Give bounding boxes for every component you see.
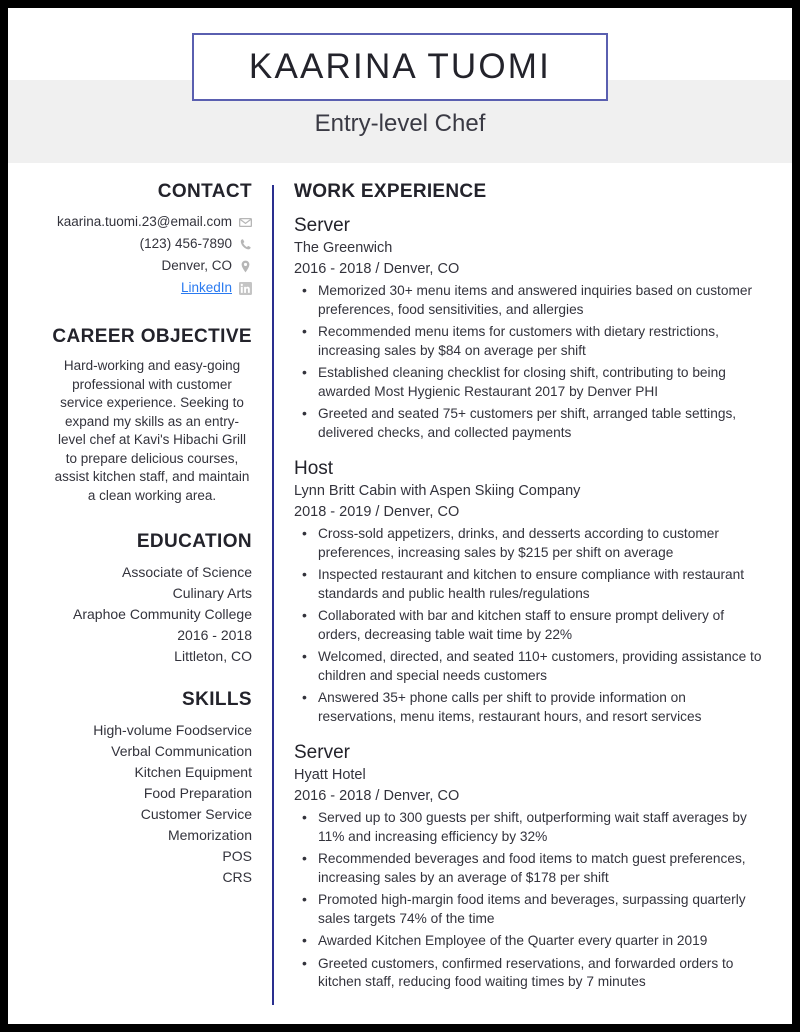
contact-item-phone — [48, 234, 252, 254]
career-objective-section — [48, 326, 252, 505]
job-bullet: • Greeted customers, confirmed reservations, and forwarded orders to kitchen staff, reducing food waiting times by 7 minutes — [296, 955, 768, 992]
job-entry — [294, 740, 768, 992]
job-dates-location: 2016 - 2018 / Denver, CO — [294, 788, 460, 804]
job-dates-location: 2016 - 2018 / Denver, CO — [294, 261, 460, 277]
job-bullet: • Served up to 300 guests per shift, outperforming wait staff averages by 11% and increasing efficiency by 32% — [296, 809, 768, 846]
main-column — [274, 181, 792, 1024]
skill-item: Verbal Communication — [111, 743, 252, 759]
job-entry — [294, 213, 768, 442]
job-bullet-list — [294, 809, 768, 992]
job-company: Hyatt Hotel — [294, 767, 366, 783]
spacer-objective-education — [48, 505, 252, 531]
skill-item: POS — [222, 848, 252, 864]
contact-phone-text: (123) 456-7890 — [139, 236, 232, 251]
career-objective-heading: CAREER OBJECTIVE — [52, 326, 252, 347]
skill-item: Memorization — [167, 827, 252, 843]
contact-item-email — [48, 212, 252, 232]
job-bullet: • Answered 35+ phone calls per shift to provide information on reservations, menu items, restaurant hours, and resort services — [296, 689, 768, 726]
education-heading: EDUCATION — [136, 531, 252, 552]
job-bullet: • Inspected restaurant and kitchen to ensure compliance with restaurant standards and public health rules/regulations — [296, 566, 768, 603]
job-bullet: • Recommended menu items for customers with dietary restrictions, increasing sales by $84 on average per shift — [296, 323, 768, 360]
job-bullet: • Recommended beverages and food items to match guest preferences, increasing sales by an average of $178 per shift — [296, 850, 768, 887]
contact-email-text: kaarina.tuomi.23@email.com — [56, 214, 232, 229]
education-line: Littleton, CO — [174, 648, 252, 664]
job-company: Lynn Britt Cabin with Aspen Skiing Company — [294, 483, 581, 499]
job-bullet-list — [294, 525, 768, 726]
resume-page — [8, 8, 792, 1024]
skill-item: CRS — [222, 869, 252, 885]
education-line: 2016 - 2018 — [177, 627, 252, 643]
education-line: Araphoe Community College — [73, 606, 252, 622]
job-bullet: • Established cleaning checklist for closing shift, contributing to being awarded Most Hygienic Restaurant 2017 by Denver PHI — [296, 364, 768, 401]
work-experience-heading: WORK EXPERIENCE — [294, 181, 487, 202]
job-bullet: • Greeted and seated 75+ customers per shift, arranged table settings, delivered checks, and collected payments — [296, 405, 768, 442]
skill-item: Customer Service — [140, 806, 252, 822]
candidate-job-title: Entry-level Chef — [314, 110, 486, 137]
skills-heading: SKILLS — [182, 689, 252, 710]
contact-location-text: Denver, CO — [161, 258, 232, 273]
skill-item: Kitchen Equipment — [134, 764, 252, 780]
contact-linkedin-link[interactable] — [181, 278, 232, 298]
contact-item-linkedin[interactable] — [48, 278, 252, 298]
contact-section — [48, 181, 252, 298]
candidate-name: KAARINA TUOMI — [248, 47, 552, 86]
job-bullet: • Promoted high-margin food items and beverages, surpassing quarterly sales targets 74% of the time — [296, 891, 768, 928]
education-section — [48, 531, 252, 667]
job-role: Host — [294, 458, 334, 479]
location-pin-icon — [239, 260, 252, 273]
career-objective-text: Hard-working and easy-going professional with customer service experience. Seeking to expand my skills as an entry-level chef at Kavi's Hibachi Grill to prepare delicious courses, assist kitchen staff, and maintain a clean working area. — [54, 358, 250, 503]
name-box — [192, 33, 608, 101]
resume-body — [8, 163, 792, 1024]
contact-item-location — [48, 256, 252, 276]
job-bullet: • Memorized 30+ menu items and answered inquiries based on customer preferences, food sensitivities, and allergies — [296, 282, 768, 319]
resume-header — [8, 8, 792, 163]
contact-heading: CONTACT — [157, 181, 252, 202]
job-bullet: • Cross-sold appetizers, drinks, and desserts according to customer preferences, increasing sales by $215 per shift on average — [296, 525, 768, 562]
envelope-icon — [239, 216, 252, 229]
linkedin-anchor[interactable]: LinkedIn — [180, 280, 232, 295]
skill-item: High-volume Foodservice — [93, 722, 252, 738]
spacer-contact-objective — [48, 300, 252, 326]
linkedin-icon[interactable] — [239, 282, 252, 295]
job-role: Server — [294, 742, 350, 763]
spacer-education-skills — [48, 667, 252, 689]
phone-icon — [239, 238, 252, 251]
job-role: Server — [294, 215, 350, 236]
job-bullet: • Collaborated with bar and kitchen staff to ensure prompt delivery of orders, decreasing table wait time by 22% — [296, 607, 768, 644]
education-line: Culinary Arts — [172, 585, 252, 601]
job-bullet: • Welcomed, directed, and seated 110+ customers, providing assistance to children and special needs customers — [296, 648, 768, 685]
job-entry — [294, 456, 768, 726]
sidebar-column — [8, 181, 272, 1024]
job-bullet-list — [294, 282, 768, 442]
skill-item: Food Preparation — [143, 785, 252, 801]
job-company: The Greenwich — [294, 240, 393, 256]
job-dates-location: 2018 - 2019 / Denver, CO — [294, 504, 460, 520]
contact-list — [48, 212, 252, 298]
skills-section — [48, 689, 252, 888]
job-bullet: • Awarded Kitchen Employee of the Quarter every quarter in 2019 — [296, 932, 768, 951]
education-line: Associate of Science — [122, 564, 252, 580]
